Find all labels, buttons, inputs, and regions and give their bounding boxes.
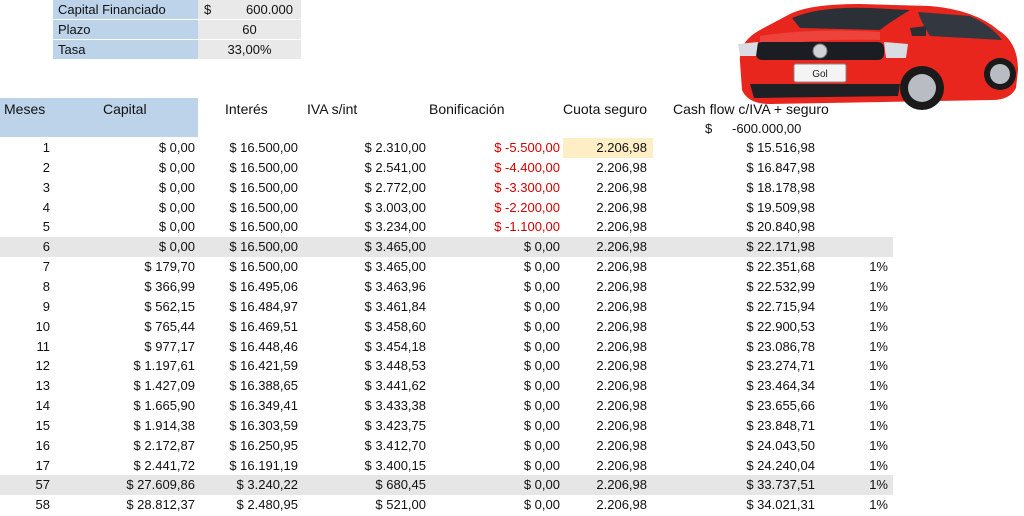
cell-mes[interactable]: 14 xyxy=(35,398,50,414)
cell-iva[interactable]: $ 3.465,00 xyxy=(364,259,426,275)
cell-mes[interactable]: 3 xyxy=(42,179,50,195)
cell-mes[interactable]: 6 xyxy=(42,239,50,255)
tasa-value[interactable]: 33,00% xyxy=(198,40,301,59)
cell-cuota-seguro[interactable]: 2.206,98 xyxy=(596,278,647,294)
cell-bonificacion[interactable]: $ 0,00 xyxy=(523,239,560,255)
cell-capital[interactable]: $ 0,00 xyxy=(158,219,195,235)
cell-capital[interactable]: $ 28.812,37 xyxy=(126,497,195,513)
cell-interes[interactable]: $ 16.495,06 xyxy=(229,278,298,294)
table-row xyxy=(0,436,893,456)
cell-capital[interactable]: $ 179,70 xyxy=(144,259,195,275)
cell-cash-flow[interactable]: $ 23.274,71 xyxy=(746,358,815,374)
capital-financiado-label: Capital Financiado xyxy=(53,0,198,19)
table-row xyxy=(0,217,893,237)
cell-cuota-seguro[interactable]: 2.206,98 xyxy=(596,219,647,235)
cell-iva[interactable]: $ 3.423,75 xyxy=(364,417,426,433)
plazo-value[interactable]: 60 xyxy=(198,20,301,39)
cell-interes[interactable]: $ 16.250,95 xyxy=(229,437,298,453)
cell-interes[interactable]: $ 16.500,00 xyxy=(229,259,298,275)
cell-percent[interactable]: 1% xyxy=(869,477,888,493)
cell-cash-flow[interactable]: $ 20.840,98 xyxy=(746,219,815,235)
cell-mes[interactable]: 1 xyxy=(42,140,50,155)
cell-iva[interactable]: $ 3.463,96 xyxy=(364,278,426,294)
cell-percent[interactable]: 1% xyxy=(869,437,888,453)
table-row xyxy=(0,138,893,158)
cell-bonificacion[interactable]: $ 0,00 xyxy=(523,497,560,513)
cell-iva[interactable]: $ 3.433,38 xyxy=(364,398,426,414)
cell-interes[interactable]: $ 3.240,22 xyxy=(236,477,298,493)
cell-percent[interactable]: 1% xyxy=(869,417,888,433)
cell-cash-flow[interactable]: $ 19.509,98 xyxy=(746,199,815,215)
header-cuota-seguro: Cuota seguro xyxy=(563,101,648,117)
cell-bonificacion[interactable]: $ 0,00 xyxy=(523,378,560,394)
cell-cash-flow[interactable]: $ 24.240,04 xyxy=(746,457,815,473)
cell-capital[interactable]: $ 1.914,38 xyxy=(133,417,195,433)
cell-bonificacion[interactable]: $ 0,00 xyxy=(523,417,560,433)
cell-cash-flow[interactable]: $ 18.178,98 xyxy=(746,179,815,195)
cell-capital[interactable]: $ 0,00 xyxy=(158,199,195,215)
car-image xyxy=(730,0,1024,112)
cell-capital[interactable]: $ 1.427,09 xyxy=(133,378,195,394)
table-row xyxy=(0,356,893,376)
cell-interes[interactable]: $ 2.480,95 xyxy=(236,497,298,513)
cell-capital[interactable]: $ 2.172,87 xyxy=(133,437,195,453)
cell-cash-flow[interactable]: $ 33.737,51 xyxy=(746,477,815,493)
cell-percent[interactable]: 1% xyxy=(869,298,888,314)
cell-cuota-seguro[interactable]: 2.206,98 xyxy=(596,398,647,414)
cell-capital[interactable]: $ 0,00 xyxy=(158,239,195,255)
cell-iva[interactable]: $ 3.003,00 xyxy=(364,199,426,215)
cell-interes[interactable]: $ 16.500,00 xyxy=(229,239,298,255)
table-row xyxy=(0,495,893,515)
tasa-label: Tasa xyxy=(53,40,198,59)
cell-cuota-seguro[interactable]: 2.206,98 xyxy=(596,457,647,473)
cell-capital[interactable]: $ 562,15 xyxy=(144,298,195,314)
cell-bonificacion[interactable]: $ 0,00 xyxy=(523,318,560,334)
cell-interes[interactable]: $ 16.500,00 xyxy=(229,159,298,175)
cell-bonificacion[interactable]: $ -3.300,00 xyxy=(494,179,560,195)
cell-cuota-seguro[interactable]: 2.206,98 xyxy=(596,358,647,374)
header-capital: Capital xyxy=(103,101,147,117)
cell-bonificacion[interactable]: $ 0,00 xyxy=(523,298,560,314)
cell-percent[interactable]: 1% xyxy=(869,457,888,473)
cell-cash-flow[interactable]: $ 22.532,99 xyxy=(746,278,815,294)
cell-interes[interactable]: $ 16.388,65 xyxy=(229,378,298,394)
table-row xyxy=(0,317,893,337)
cell-iva[interactable]: $ 2.772,00 xyxy=(364,179,426,195)
cell-bonificacion[interactable]: $ 0,00 xyxy=(523,278,560,294)
table-row xyxy=(0,257,893,277)
cell-cash-flow[interactable]: $ 23.655,66 xyxy=(746,398,815,414)
plazo-label: Plazo xyxy=(53,20,198,39)
cell-bonificacion[interactable]: $ -5.500,00 xyxy=(494,140,560,155)
cell-mes[interactable]: 5 xyxy=(42,219,50,235)
capital-financiado-value[interactable] xyxy=(198,0,301,19)
capital-amount: 600.000 xyxy=(246,2,293,17)
cell-iva[interactable]: $ 3.234,00 xyxy=(364,219,426,235)
table-row xyxy=(0,396,893,416)
cell-cuota-seguro[interactable]: 2.206,98 xyxy=(596,477,647,493)
cell-capital[interactable]: $ 27.609,86 xyxy=(126,477,195,493)
cell-percent[interactable]: 1% xyxy=(869,259,888,275)
header-bonificacion: Bonificación xyxy=(429,101,505,117)
cell-bonificacion[interactable]: $ 0,00 xyxy=(523,358,560,374)
initial-flow-value: -600.000,00 xyxy=(732,121,802,136)
cell-cuota-seguro[interactable]: 2.206,98 xyxy=(596,159,647,175)
cell-iva[interactable]: $ 680,45 xyxy=(375,477,426,493)
cell-percent[interactable]: 1% xyxy=(869,318,888,334)
cell-cuota-seguro[interactable]: 2.206,98 xyxy=(596,378,647,394)
cell-bonificacion[interactable]: $ -2.200,00 xyxy=(494,199,560,215)
cell-iva[interactable]: $ 3.441,62 xyxy=(364,378,426,394)
cell-cuota-seguro[interactable]: 2.206,98 xyxy=(596,437,647,453)
cell-mes[interactable]: 58 xyxy=(35,497,50,513)
cell-cash-flow[interactable]: $ 34.021,31 xyxy=(746,497,815,513)
header-interes: Interés xyxy=(225,101,268,117)
cell-iva[interactable]: $ 3.448,53 xyxy=(364,358,426,374)
cell-capital[interactable]: $ 366,99 xyxy=(144,278,195,294)
cell-cuota-seguro[interactable]: 2.206,98 xyxy=(596,199,647,215)
cell-mes[interactable]: 12 xyxy=(35,358,50,374)
cell-mes[interactable]: 15 xyxy=(35,417,50,433)
cell-cash-flow[interactable]: $ 22.715,94 xyxy=(746,298,815,314)
capital-currency: $ xyxy=(204,2,212,17)
cell-interes[interactable]: $ 16.484,97 xyxy=(229,298,298,314)
table-row xyxy=(0,376,893,396)
cell-percent[interactable]: 1% xyxy=(869,358,888,374)
table-row xyxy=(0,237,893,257)
cell-interes[interactable]: $ 16.448,46 xyxy=(229,338,298,354)
header-iva: IVA s/int xyxy=(307,101,358,117)
table-row xyxy=(0,297,893,317)
cell-cash-flow[interactable]: $ 23.086,78 xyxy=(746,338,815,354)
cell-mes[interactable]: 11 xyxy=(36,338,50,354)
cell-cash-flow[interactable]: $ 24.043,50 xyxy=(746,437,815,453)
cell-iva[interactable]: $ 3.400,15 xyxy=(364,457,426,473)
cell-cuota-seguro[interactable]: 2.206,98 xyxy=(596,417,647,433)
header-cash-flow: Cash flow c/IVA + seguro xyxy=(673,101,829,117)
cell-bonificacion[interactable]: $ 0,00 xyxy=(523,259,560,275)
cell-capital[interactable]: $ 977,17 xyxy=(144,338,195,354)
cell-capital[interactable]: $ 0,00 xyxy=(158,179,195,195)
cell-mes[interactable]: 9 xyxy=(42,298,50,314)
cell-mes[interactable]: 13 xyxy=(35,378,50,394)
cell-cash-flow[interactable]: $ 16.847,98 xyxy=(746,159,815,175)
cell-interes[interactable]: $ 16.500,00 xyxy=(229,179,298,195)
table-row xyxy=(0,337,893,357)
table-row xyxy=(0,456,893,476)
cell-mes[interactable]: 17 xyxy=(35,457,50,473)
cell-bonificacion[interactable]: $ 0,00 xyxy=(523,477,560,493)
cell-bonificacion[interactable]: $ 0,00 xyxy=(523,437,560,453)
cell-interes[interactable]: $ 16.303,59 xyxy=(229,417,298,433)
table-row xyxy=(0,475,893,495)
cell-mes[interactable]: 4 xyxy=(42,199,50,215)
cell-capital[interactable]: $ 765,44 xyxy=(144,318,195,334)
cell-cuota-seguro[interactable]: 2.206,98 xyxy=(596,338,647,354)
header-meses: Meses xyxy=(4,101,46,117)
cell-bonificacion[interactable]: $ 0,00 xyxy=(523,338,560,354)
cell-mes[interactable]: 7 xyxy=(42,259,50,275)
cell-cuota-seguro[interactable]: 2.206,98 xyxy=(563,138,653,158)
cell-percent[interactable]: 1% xyxy=(869,398,888,414)
cell-mes[interactable]: 57 xyxy=(35,477,50,493)
cell-bonificacion[interactable]: $ 0,00 xyxy=(523,398,560,414)
cell-cuota-seguro[interactable]: 2.206,98 xyxy=(596,497,647,513)
cell-interes[interactable]: $ 16.469,51 xyxy=(229,318,298,334)
table-row xyxy=(0,277,893,297)
cell-cash-flow[interactable]: $ 23.464,34 xyxy=(746,378,815,394)
cell-capital[interactable]: $ 1.665,90 xyxy=(133,398,195,414)
cell-interes[interactable]: $ 16.349,41 xyxy=(229,398,298,414)
cell-interes[interactable]: $ 16.500,00 xyxy=(229,219,298,235)
cell-interes[interactable]: $ 16.191,19 xyxy=(229,457,298,473)
table-row xyxy=(0,178,893,198)
cell-iva[interactable]: $ 3.412,70 xyxy=(364,437,426,453)
table-row xyxy=(0,158,893,178)
table-row xyxy=(0,198,893,218)
cell-cuota-seguro[interactable]: 2.206,98 xyxy=(596,259,647,275)
cell-interes[interactable]: $ 16.421,59 xyxy=(229,358,298,374)
cell-interes[interactable]: $ 16.500,00 xyxy=(229,140,298,155)
cell-percent[interactable]: 1% xyxy=(869,497,888,513)
cell-iva[interactable]: $ 521,00 xyxy=(375,497,426,513)
cell-bonificacion[interactable]: $ -4.400,00 xyxy=(494,159,560,175)
cell-cuota-seguro[interactable]: 2.206,98 xyxy=(596,179,647,195)
cell-cuota-seguro[interactable]: 2.206,98 xyxy=(596,318,647,334)
cell-iva[interactable]: $ 3.461,84 xyxy=(364,298,426,314)
cell-iva[interactable]: $ 3.465,00 xyxy=(364,239,426,255)
cell-percent[interactable]: 1% xyxy=(869,338,888,354)
cell-cash-flow[interactable]: $ 22.171,98 xyxy=(746,239,815,255)
cell-capital[interactable]: $ 0,00 xyxy=(158,159,195,175)
cell-cuota-seguro[interactable]: 2.206,98 xyxy=(596,298,647,314)
cell-cash-flow[interactable]: $ 15.516,98 xyxy=(746,140,815,155)
cell-capital[interactable]: $ 0,00 xyxy=(158,140,195,155)
cell-cash-flow[interactable]: $ 22.900,53 xyxy=(746,318,815,334)
cell-percent[interactable]: 1% xyxy=(869,278,888,294)
cell-mes[interactable]: 8 xyxy=(42,278,50,294)
cell-mes[interactable]: 10 xyxy=(35,318,50,334)
cell-cash-flow[interactable]: $ 22.351,68 xyxy=(746,259,815,275)
cell-cash-flow[interactable]: $ 23.848,71 xyxy=(746,417,815,433)
cell-capital[interactable]: $ 1.197,61 xyxy=(133,358,195,374)
car-plate-text: Gol xyxy=(812,69,828,80)
cell-mes[interactable]: 2 xyxy=(42,159,50,175)
cell-percent[interactable]: 1% xyxy=(869,378,888,394)
cell-cuota-seguro[interactable]: 2.206,98 xyxy=(596,239,647,255)
cell-interes[interactable]: $ 16.500,00 xyxy=(229,199,298,215)
cell-iva[interactable]: $ 2.541,00 xyxy=(364,159,426,175)
cell-bonificacion[interactable]: $ 0,00 xyxy=(523,457,560,473)
cell-capital[interactable]: $ 2.441,72 xyxy=(133,457,195,473)
table-row xyxy=(0,416,893,436)
cell-bonificacion[interactable]: $ -1.100,00 xyxy=(494,219,560,235)
cell-iva[interactable]: $ 2.310,00 xyxy=(364,140,426,155)
cell-iva[interactable]: $ 3.458,60 xyxy=(364,318,426,334)
cell-iva[interactable]: $ 3.454,18 xyxy=(364,338,426,354)
initial-flow-currency: $ xyxy=(705,121,713,136)
cell-mes[interactable]: 16 xyxy=(35,437,50,453)
